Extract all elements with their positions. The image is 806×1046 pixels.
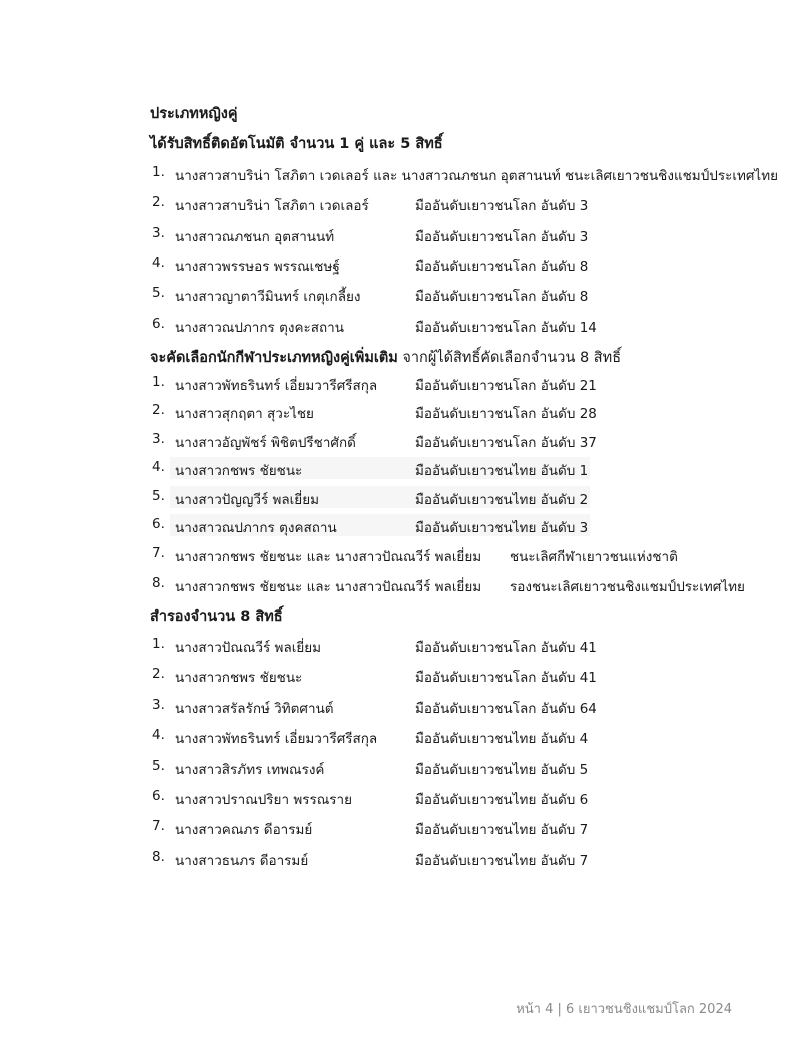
list-item	[0, 575, 806, 595]
ranking-description: มืออันดับเยาวชนโลก อันดับ 3	[415, 198, 589, 214]
list-item	[0, 194, 806, 214]
list-item	[0, 402, 806, 422]
list-item	[0, 459, 806, 479]
list-number: 8.	[152, 849, 165, 865]
list-number: 5.	[152, 758, 165, 774]
list-number: 4.	[152, 255, 165, 271]
player-name: นางสาวอัญพัชร์ พิชิตปรีชาศักดิ์	[175, 435, 356, 451]
list-number: 7.	[152, 818, 165, 834]
list-number: 1.	[152, 636, 165, 652]
ranking-description: มืออันดับเยาวชนไทย อันดับ 6	[415, 792, 589, 808]
list-number: 5.	[152, 285, 165, 301]
page-footer: หน้า 4 | 6 เยาวชนชิงแชมป์โลก 2024	[516, 1002, 732, 1017]
list-item	[0, 545, 806, 565]
player-name: นางสาวณปภากร ตุงคสถาน	[175, 520, 337, 536]
player-name: นางสาวปัณณวีร์ พลเยี่ยม	[175, 640, 322, 656]
list-item	[0, 788, 806, 808]
ranking-description: มืออันดับเยาวชนไทย อันดับ 7	[415, 853, 589, 869]
list-item	[0, 225, 806, 245]
list-item	[0, 285, 806, 305]
player-name: นางสาวพัทธรินทร์ เอี่ยมวารีศรีสกุล	[175, 731, 378, 747]
list-item	[0, 818, 806, 838]
list-number: 3.	[152, 225, 165, 241]
list-item	[0, 316, 806, 336]
player-name: นางสาวสุกฤตา สุวะไชย	[175, 406, 314, 422]
list-item	[0, 666, 806, 686]
ranking-description: มืออันดับเยาวชนไทย อันดับ 5	[415, 762, 589, 778]
section-title: ประเภทหญิงคู่	[150, 106, 238, 122]
ranking-description: มืออันดับเยาวชนโลก อันดับ 8	[415, 259, 589, 275]
list-item	[0, 727, 806, 747]
list-item	[0, 758, 806, 778]
list-number: 1.	[152, 374, 165, 390]
player-name: นางสาวสาบริน่า โสภิตา เวดเลอร์	[175, 198, 369, 214]
player-name: นางสาวสิรภัทร เทพณรงค์	[175, 762, 325, 778]
player-name: นางสาวณภชนก อุตสานนท์	[175, 229, 335, 245]
extra-heading-normal: จากผู้ได้สิทธิ์คัดเลือกจำนวน 8 สิทธิ์	[397, 350, 622, 366]
list-number: 3.	[152, 431, 165, 447]
ranking-description: มืออันดับเยาวชนโลก อันดับ 41	[415, 640, 597, 656]
list-item	[0, 849, 806, 869]
player-name: นางสาวกชพร ชัยชนะ	[175, 670, 303, 686]
list-item	[0, 374, 806, 394]
list-item	[0, 431, 806, 451]
ranking-description: มืออันดับเยาวชนโลก อันดับ 64	[415, 701, 597, 717]
list-number: 2.	[152, 194, 165, 210]
achievement-description: ชนะเลิศกีฬาเยาวชนแห่งชาติ	[510, 549, 678, 565]
ranking-description: มืออันดับเยาวชนโลก อันดับ 28	[415, 406, 597, 422]
player-name: นางสาวสรัลรักษ์ วิทิตศานต์	[175, 701, 334, 717]
ranking-description: มืออันดับเยาวชนไทย อันดับ 4	[415, 731, 589, 747]
player-name: นางสาวปราณปริยา พรรณราย	[175, 792, 352, 808]
ranking-description: มืออันดับเยาวชนไทย อันดับ 1	[415, 463, 589, 479]
list-number: 4.	[152, 459, 165, 475]
list-item	[0, 636, 806, 656]
ranking-description: มืออันดับเยาวชนโลก อันดับ 8	[415, 289, 589, 305]
list-number: 6.	[152, 516, 165, 532]
reserve-heading: สำรองจำนวน 8 สิทธิ์	[150, 609, 283, 625]
ranking-description: มืออันดับเยาวชนไทย อันดับ 3	[415, 520, 589, 536]
ranking-description: มืออันดับเยาวชนไทย อันดับ 7	[415, 822, 589, 838]
player-name: นางสาวญาตาวีมินทร์ เกตุเกลี้ยง	[175, 289, 361, 305]
list-number: 5.	[152, 488, 165, 504]
ranking-description: มืออันดับเยาวชนโลก อันดับ 3	[415, 229, 589, 245]
player-name: นางสาวณปภากร ตุงคะสถาน	[175, 320, 344, 336]
ranking-description: มืออันดับเยาวชนไทย อันดับ 2	[415, 492, 589, 508]
player-name: นางสาวคณภร ดีอารมย์	[175, 822, 313, 838]
ranking-description: มืออันดับเยาวชนโลก อันดับ 14	[415, 320, 597, 336]
achievement-description: รองชนะเลิศเยาวชนชิงแชมป์ประเทศไทย	[510, 579, 745, 595]
ranking-description: มืออันดับเยาวชนโลก อันดับ 37	[415, 435, 597, 451]
list-number: 8.	[152, 575, 165, 591]
list-number: 3.	[152, 697, 165, 713]
list-item	[0, 488, 806, 508]
list-item	[0, 255, 806, 275]
list-number: 4.	[152, 727, 165, 743]
player-name: นางสาวกชพร ชัยชนะ	[175, 463, 303, 479]
auto-qualify-heading: ได้รับสิทธิ์ติดอัตโนมัติ จำนวน 1 คู่ และ 5 สิทธิ์	[150, 136, 443, 152]
list-item	[0, 697, 806, 717]
ranking-description: มืออันดับเยาวชนโลก อันดับ 21	[415, 378, 597, 394]
player-name: นางสาวกชพร ชัยชนะ และ นางสาวปัณณวีร์ พลเยี่ยม	[175, 549, 482, 565]
extra-heading-bold: จะคัดเลือกนักกีฬาประเภทหญิงคู่เพิ่มเติม	[150, 350, 398, 366]
list-item	[0, 164, 806, 184]
list-number: 2.	[152, 666, 165, 682]
list-number: 6.	[152, 316, 165, 332]
player-name: นางสาวพรรษอร พรรณเชษฐ์	[175, 259, 340, 275]
player-name: นางสาวกชพร ชัยชนะ และ นางสาวปัณณวีร์ พลเยี่ยม	[175, 579, 482, 595]
extra-selection-heading	[150, 346, 621, 369]
player-name: นางสาวธนภร ดีอารมย์	[175, 853, 309, 869]
list-number: 6.	[152, 788, 165, 804]
list-number: 1.	[152, 164, 165, 180]
ranking-description: มืออันดับเยาวชนโลก อันดับ 41	[415, 670, 597, 686]
list-number: 2.	[152, 402, 165, 418]
player-name: นางสาวสาบริน่า โสภิตา เวดเลอร์ และ นางสาวณภชนก อุตสานนท์ ชนะเลิศเยาวชนชิงแชมป์ประเทศไทย	[175, 168, 779, 184]
list-item	[0, 516, 806, 536]
list-number: 7.	[152, 545, 165, 561]
player-name: นางสาวปัญญวีร์ พลเยี่ยม	[175, 492, 320, 508]
player-name: นางสาวพัทธรินทร์ เอี่ยมวารีศรีสกุล	[175, 378, 378, 394]
